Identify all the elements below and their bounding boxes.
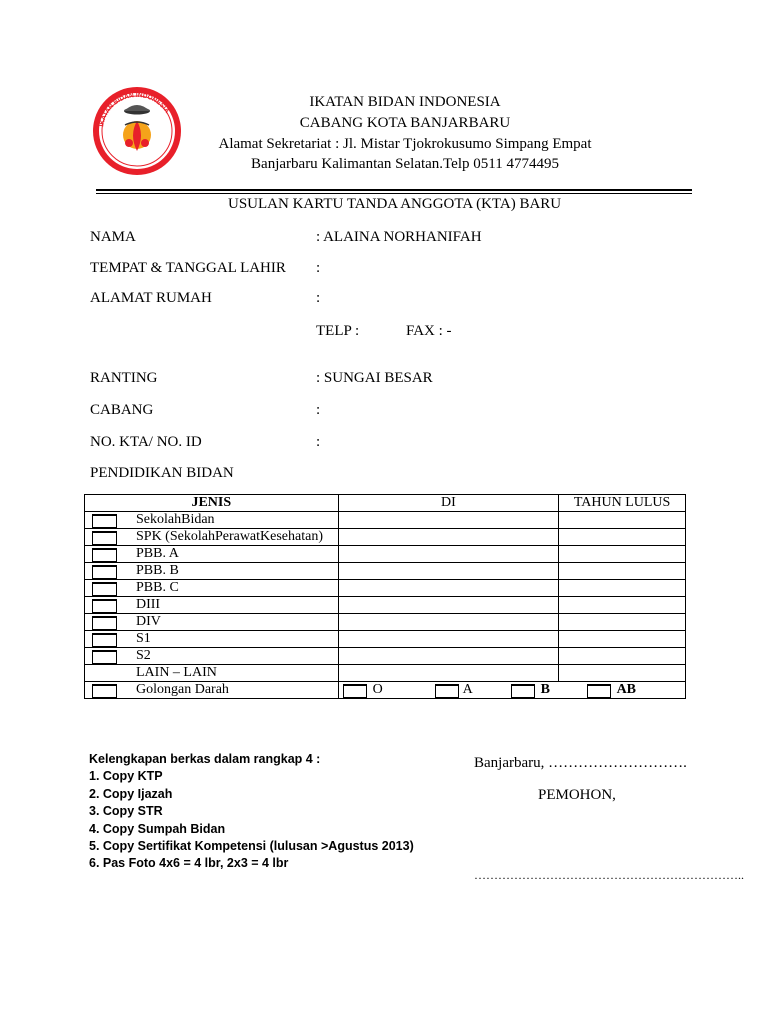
table-header-row [85,495,686,512]
blood-type-row [85,682,686,699]
field-fax[interactable]: FAX : - [406,323,452,339]
row-label: PBB. C [136,580,179,595]
org-name: IKATAN BIDAN INDONESIA [309,94,501,110]
cell-di[interactable] [338,614,559,631]
cell-year[interactable] [559,631,686,648]
requirement-item: 1. Copy KTP [89,769,163,783]
field-telp[interactable]: TELP : [316,323,360,339]
table-row [85,580,686,597]
blood-b-checkbox[interactable] [511,684,535,698]
applicant-label: PEMOHON, [538,787,616,803]
field-value-cabang[interactable]: : [316,402,321,418]
table-row [85,512,686,529]
cell-di[interactable] [338,631,559,648]
col-header-di: DI [338,495,559,512]
blood-ab-label: AB [616,682,637,697]
cell-year[interactable] [559,563,686,580]
checkbox[interactable] [92,531,117,545]
blood-o-label: O [372,682,383,697]
checkbox[interactable] [92,633,117,647]
checkbox[interactable] [92,684,117,698]
address-line-2: Banjarbaru Kalimantan Selatan.Telp 0511 4774495 [251,156,559,172]
row-label: SekolahBidan [136,512,215,527]
education-table [84,494,686,699]
blood-o-checkbox[interactable] [343,684,367,698]
ibi-logo-emblem [91,85,183,177]
checkbox[interactable] [92,650,117,664]
branch-name: CABANG KOTA BANJARBARU [299,115,511,131]
row-label: DIII [136,597,161,612]
table-row [85,614,686,631]
header-divider-thick [96,189,692,191]
cell-year[interactable] [559,648,686,665]
education-heading: PENDIDIKAN BIDAN [90,465,234,481]
requirement-item: 3. Copy STR [89,804,163,818]
requirement-item: 4. Copy Sumpah Bidan [89,822,226,836]
cell-year[interactable] [559,580,686,597]
svg-text:IKATAN BIDAN INDONESIA: IKATAN BIDAN INDONESIA [98,91,171,128]
checkbox[interactable] [92,616,117,630]
row-label: LAIN – LAIN [136,665,217,680]
checkbox[interactable] [92,514,117,528]
place-date[interactable]: Banjarbaru, ………………………. [474,755,687,771]
cell-di[interactable] [338,512,559,529]
row-label: S1 [136,631,151,646]
table-row [85,665,686,682]
cell-year[interactable] [559,546,686,563]
checkbox[interactable] [92,565,117,579]
row-label: DIV [136,614,161,629]
cell-year[interactable] [559,665,686,682]
field-value-nama[interactable]: : ALAINA NORHANIFAH [316,229,482,245]
field-label-address: ALAMAT RUMAH [90,290,212,306]
signature-line[interactable]: ………………………………………………………….. [474,868,744,882]
table-row [85,631,686,648]
requirement-item: 2. Copy Ijazah [89,787,173,801]
table-row [85,597,686,614]
cell-di[interactable] [338,563,559,580]
cell-year[interactable] [559,512,686,529]
row-label: SPK (SekolahPerawatKesehatan) [136,529,324,544]
row-label: PBB. B [136,563,179,578]
field-value-ranting[interactable]: : SUNGAI BESAR [316,370,433,386]
cell-di[interactable] [338,665,559,682]
requirement-item: 5. Copy Sertifikat Kompetensi (lulusan >Agustus 2013) [89,839,414,853]
table-row [85,546,686,563]
field-value-kta[interactable]: : [316,434,321,450]
field-label-cabang: CABANG [90,402,154,418]
cell-di[interactable] [338,597,559,614]
field-label-nama: NAMA [90,229,136,245]
cell-di[interactable] [338,529,559,546]
table-row [85,529,686,546]
blood-ab-checkbox[interactable] [587,684,611,698]
field-label-kta: NO. KTA/ NO. ID [90,434,202,450]
blood-a-label: A [462,682,473,697]
blood-a-checkbox[interactable] [435,684,459,698]
field-value-birth[interactable]: : [316,260,321,276]
form-title: USULAN KARTU TANDA ANGGOTA (KTA) BARU [228,196,562,212]
cell-di[interactable] [338,546,559,563]
field-label-ranting: RANTING [90,370,158,386]
blood-type-label: Golongan Darah [136,682,229,697]
ibi-logo [91,85,183,177]
requirements-title: Kelengkapan berkas dalam rangkap 4 : [89,752,321,766]
cell-year[interactable] [559,614,686,631]
cell-di[interactable] [338,580,559,597]
requirement-item: 6. Pas Foto 4x6 = 4 lbr, 2x3 = 4 lbr [89,856,289,870]
header-divider-thin [96,193,692,194]
table-row [85,563,686,580]
cell-year[interactable] [559,597,686,614]
col-header-jenis: JENIS [85,495,339,512]
row-label: S2 [136,648,151,663]
row-label: PBB. A [136,546,179,561]
col-header-tahun: TAHUN LULUS [559,495,686,512]
cell-year[interactable] [559,529,686,546]
checkbox[interactable] [92,582,117,596]
checkbox[interactable] [92,548,117,562]
table-row [85,648,686,665]
field-label-birth: TEMPAT & TANGGAL LAHIR [90,260,286,276]
address-line-1: Alamat Sekretariat : Jl. Mistar Tjokrokusumo Simpang Empat [218,136,592,152]
blood-b-label: B [540,682,550,697]
checkbox[interactable] [92,599,117,613]
field-value-address[interactable]: : [316,290,321,306]
cell-di[interactable] [338,648,559,665]
